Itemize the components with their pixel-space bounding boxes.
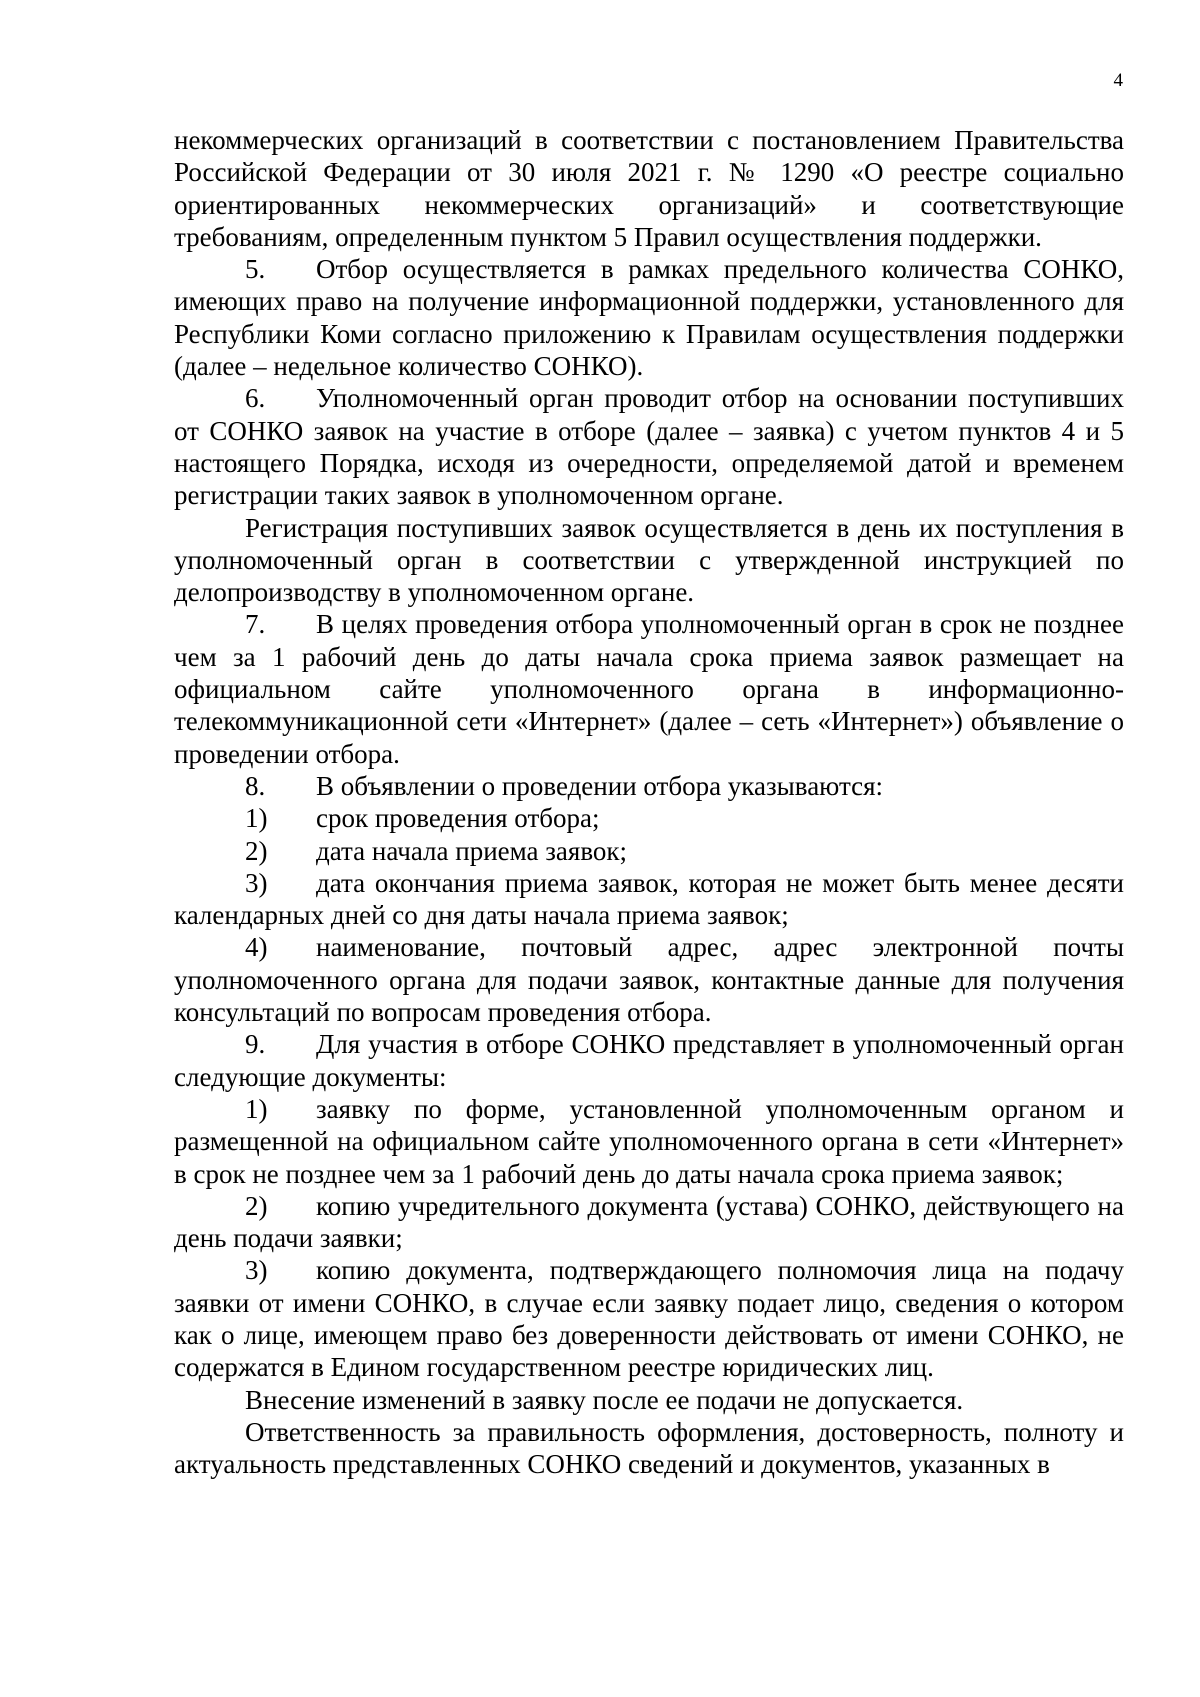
clause-5 [174, 253, 1124, 382]
clause-number: 8. [245, 770, 266, 801]
clause-number: 7. [245, 609, 266, 640]
subclause-9-1 [174, 1093, 1124, 1190]
clause-6 [174, 382, 1124, 511]
clause-text: Отбор осуществляется в рамках предельного количества СОНКО, имеющих право на получение информационной поддержки, установленного для Республики Коми согласно приложению к Правилам осуществления поддержки (далее – недельное количество СОНКО). [174, 254, 1124, 382]
paragraph-text: Внесение изменений в заявку после ее подачи не допускается. [245, 1384, 964, 1415]
subclause-text: дата начала приема заявок; [316, 835, 628, 866]
clause-text: В целях проведения отбора уполномоченный орган в срок не позднее чем за 1 рабочий день до даты начала срока приема заявок размещает на официальном сайте уполномоченного органа в информационно-телекоммуникационной сети «Интернет» (далее – сеть «Интернет») объявление о проведении отбора. [174, 609, 1124, 769]
subclause-8-4 [174, 931, 1124, 1028]
clause-number: 9. [245, 1029, 266, 1060]
subclause-number: 2) [245, 835, 268, 866]
subclause-number: 3) [245, 867, 268, 898]
paragraph-text: Регистрация поступивших заявок осуществляется в день их поступления в уполномоченный орган в соответствии с утвержденной инструкцией по делопроизводству в уполномоченном органе. [174, 512, 1124, 608]
clause-9 [174, 1028, 1124, 1093]
page-number: 4 [1113, 70, 1123, 91]
subclause-text: срок проведения отбора; [316, 803, 600, 834]
subclause-number: 4) [245, 932, 268, 963]
clause-text: Уполномоченный орган проводит отбор на основании поступивших от СОНКО заявок на участие в отборе (далее – заявка) с учетом пунктов 4 и 5 настоящего Порядка, исходя из очередности, определяемой датой и временем регистрации таких заявок в уполномоченном органе. [174, 383, 1124, 511]
subclause-text: заявку по форме, установленной уполномоченным органом и размещенной на официальном сайте уполномоченного органа в сети «Интернет» в срок не позднее чем за 1 рабочий день до даты начала срока приема заявок; [174, 1093, 1124, 1189]
clause-7 [174, 608, 1124, 769]
subclause-8-1 [174, 802, 1124, 834]
subclause-8-3 [174, 867, 1124, 932]
subclause-number: 1) [245, 803, 268, 834]
paragraph [174, 1416, 1124, 1481]
subclause-text: копию учредительного документа (устава) СОНКО, действующего на день подачи заявки; [174, 1190, 1124, 1254]
paragraph-text: некоммерческих организаций в соответствии с постановлением Правительства Российской Федерации от 30 июля 2021 г. № 1290 «О реестре социально ориентированных некоммерческих организаций» и соответствующие требованиям, определенным пунктом 5 Правил осуществления поддержки. [174, 125, 1124, 252]
clause-8 [174, 770, 1124, 802]
clause-text: В объявлении о проведении отбора указываются: [316, 770, 884, 801]
subclause-9-2 [174, 1190, 1124, 1255]
paragraph [174, 1384, 1124, 1416]
document-body [174, 124, 1124, 1480]
clause-text: Для участия в отборе СОНКО представляет в уполномоченный орган следующие документы: [174, 1029, 1124, 1092]
subclause-number: 3) [245, 1255, 268, 1286]
paragraph [174, 512, 1124, 609]
subclause-text: дата окончания приема заявок, которая не может быть менее десяти календарных дней со дня даты начала приема заявок; [174, 867, 1124, 931]
clause-number: 5. [245, 254, 266, 285]
clause-number: 6. [245, 383, 266, 414]
paragraph-text: Ответственность за правильность оформления, достоверность, полноту и актуальность представленных СОНКО сведений и документов, указанных в [174, 1416, 1124, 1480]
subclause-text: наименование, почтовый адрес, адрес электронной почты уполномоченного органа для подачи заявок, контактные данные для получения консультаций по вопросам проведения отбора. [174, 932, 1124, 1028]
subclause-number: 1) [245, 1093, 268, 1124]
subclause-number: 2) [245, 1190, 268, 1221]
subclause-9-3 [174, 1254, 1124, 1383]
paragraph [174, 124, 1124, 253]
subclause-text: копию документа, подтверждающего полномочия лица на подачу заявки от имени СОНКО, в случае если заявку подает лицо, сведения о котором как о лице, имеющем право без доверенности действовать от имени СОНКО, не содержатся в Едином государственном реестре юридических лиц. [174, 1255, 1124, 1383]
subclause-8-2 [174, 835, 1124, 867]
